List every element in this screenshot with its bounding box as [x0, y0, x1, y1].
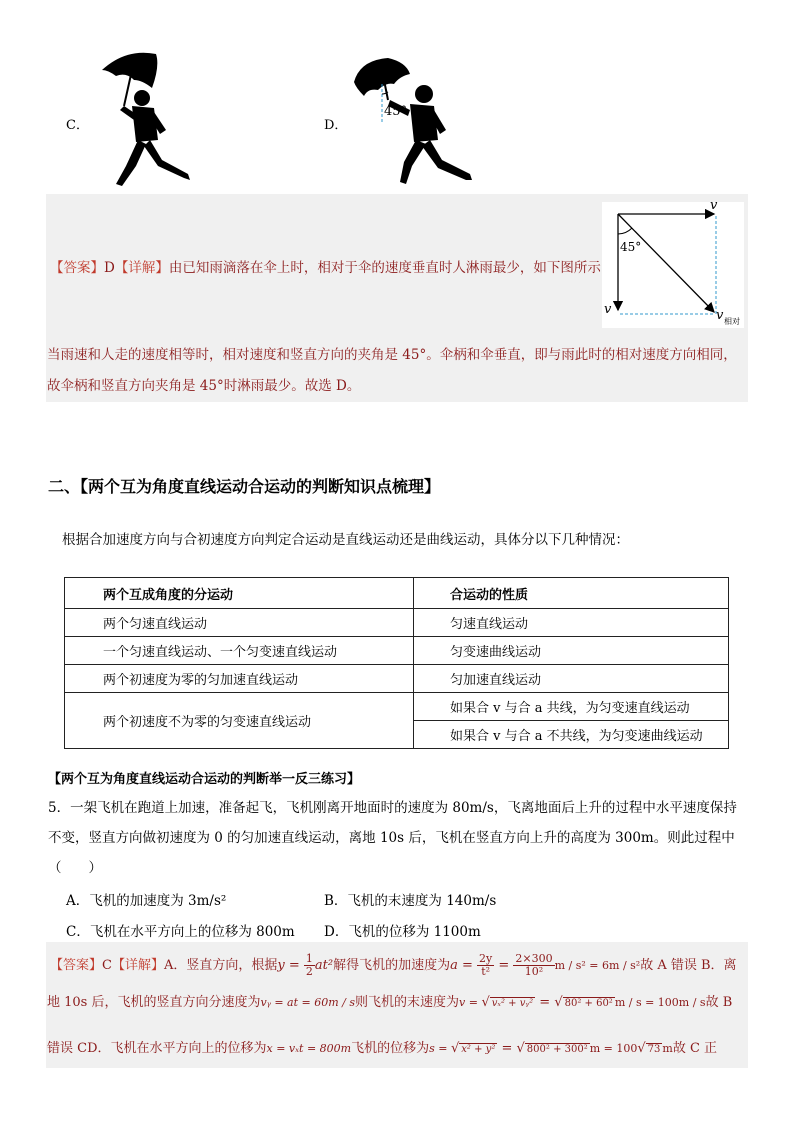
fraction [304, 953, 315, 978]
table-row [65, 609, 729, 637]
diagram-v-rel-sub: 相对 [724, 317, 740, 326]
umbrella-runner-d-figure [348, 54, 478, 190]
option-c-label: C． [66, 118, 89, 133]
formula-v-radicand: vₓ² + vᵧ² [491, 998, 534, 1009]
formula-eq: = [494, 958, 514, 973]
formula-s: s = [429, 1042, 451, 1055]
answer-2-text: A．竖直方向，根据 [163, 958, 278, 973]
fraction-num: 1 [305, 952, 313, 965]
fraction-num: 2y [479, 952, 493, 965]
table-row [65, 637, 729, 665]
table-header-row [65, 578, 729, 609]
answer-1-line-1 [50, 259, 601, 277]
formula-s-radicand-2: 800² + 300² [526, 1044, 588, 1055]
motion-table [64, 577, 729, 749]
table-cell: 两个初速度为零的匀加速直线运动 [65, 665, 414, 693]
table-row [65, 693, 729, 721]
table-cell: 两个匀速直线运动 [65, 609, 414, 637]
fraction-den: t² [481, 965, 491, 978]
answer-2-text: 故 A 错误 B．离 [640, 958, 737, 973]
formula-x: x = vₓt = 800m [266, 1042, 352, 1055]
formula-v: v = [459, 996, 482, 1009]
formula-eq: = [497, 1041, 517, 1056]
fraction [513, 953, 554, 978]
option-c: C．飞机在水平方向上的位移为 800m [66, 924, 295, 940]
diagram-v-top: v [710, 198, 718, 213]
velocity-diagram [602, 198, 744, 328]
section-2-intro: 根据合加速度方向与合初速度方向判定合运动是直线运动还是曲线运动，具体分以下几种情况： [62, 532, 629, 548]
table-cell: 匀变速曲线运动 [414, 637, 729, 665]
table-row [65, 665, 729, 693]
formula-a: a = [450, 958, 478, 973]
angle-45-label: 45° [384, 104, 408, 119]
answer-value: D [104, 260, 115, 276]
practice-heading: 【两个互为角度直线运动合运动的判断举一反三练习】 [48, 772, 361, 787]
table-cell: 一个匀速直线运动、一个匀变速直线运动 [65, 637, 414, 665]
formula-eq: = [535, 995, 555, 1010]
answer-2-text: 飞机的位移为 [351, 1041, 430, 1056]
option-b: B．飞机的末速度为 140m/s [324, 893, 497, 909]
table-cell: 两个初速度不为零的匀变速直线运动 [65, 693, 414, 749]
formula-s-unit: m [662, 1042, 673, 1055]
detail-tag: 【详解】 [111, 958, 164, 973]
answer-tag: 【答案】 [50, 958, 103, 973]
question-5-line-1: 5．一架飞机在跑道上加速，准备起飞，飞机刚离开地面时的速度为 80m/s，飞离地面后上升的过程中水平速度保持 [48, 800, 737, 816]
option-d: D．飞机的位移为 1100m [324, 924, 481, 940]
answer-2-text: 地 10s 后，飞机的竖直方向分速度为 [47, 995, 261, 1010]
formula-y: y = [277, 958, 304, 973]
table-cell: 如果合 v 与合 a 不共线，为匀变速曲线运动 [414, 721, 729, 749]
detail-tag: 【详解】 [114, 260, 169, 276]
formula-v-radicand-2: 80² + 60² [564, 998, 613, 1009]
section-2-heading: 二、【两个互为角度直线运动合运动的判断知识点梳理】 [48, 477, 441, 496]
option-a: A．飞机的加速度为 3m/s² [66, 893, 227, 909]
diagram-v-left: v [604, 302, 612, 317]
answer-2-line-2: 地 10s 后，飞机的竖直方向分速度为vᵧ = at = 60m / s则飞机的末速度为v = √ vₓ² + vᵧ² = √ 80² + 60² m / s = 100m / s故 B [47, 995, 733, 1010]
answer-2-text: 错误 CD．飞机在水平方向上的位移为 [47, 1041, 267, 1056]
answer-tag: 【答案】 [50, 260, 104, 276]
answer-1-line-3: 故伞柄和竖直方向夹角是 45°时淋雨最少。故选 D。 [47, 378, 361, 394]
formula-vy: vᵧ = at = 60m / s [260, 996, 356, 1009]
answer-value: C [102, 958, 112, 973]
formula-v-result: m / s = 100m / s [614, 996, 706, 1009]
answer-2-text: 故 C 正 [672, 1041, 718, 1056]
formula-s-radicand-3: 73 [647, 1044, 661, 1055]
answer-2-line-1 [50, 950, 737, 982]
question-5-line-2: 不变，竖直方向做初速度为 0 的匀加速直线运动，离地 10s 后，飞机在竖直方向上升的高度为 300m。则此过程中 [48, 830, 735, 846]
formula-a-result: m / s² = 6m / s² [554, 959, 641, 972]
answer-1-text-1: 由已知雨滴落在伞上时，相对于伞的速度垂直时人淋雨最少，如下图所示 [168, 260, 601, 276]
diagram-angle: 45° [620, 240, 642, 254]
answer-2-text: 故 B [705, 995, 733, 1010]
fraction-num: 2×300 [515, 952, 553, 965]
table-cell: 匀加速直线运动 [414, 665, 729, 693]
answer-2-text: 解得飞机的加速度为 [333, 958, 451, 973]
formula-s-result: m = 100 [589, 1042, 638, 1055]
fraction-den: 2 [305, 965, 313, 978]
formula-at2: at² [314, 958, 334, 973]
table-cell: 如果合 v 与合 a 共线，为匀变速直线运动 [414, 693, 729, 721]
diagram-v-rel: v [716, 308, 724, 323]
fraction [477, 953, 494, 978]
answer-1-line-2: 当雨速和人走的速度相等时，相对速度和竖直方向的夹角是 45°。伞柄和伞垂直，即与雨此时的相对速度方向相同， [47, 347, 737, 363]
table-header-cell: 两个互成角度的分运动 [65, 578, 414, 609]
option-d-label: D． [324, 118, 348, 133]
table-header-cell: 合运动的性质 [414, 578, 729, 609]
question-5-line-3: （ ） [48, 860, 102, 876]
answer-2-text: 则飞机的末速度为 [355, 995, 460, 1010]
formula-s-radicand: x² + y² [461, 1044, 496, 1055]
umbrella-runner-c-figure [96, 48, 206, 190]
fraction-den: 10² [524, 965, 544, 978]
table-cell: 匀速直线运动 [414, 609, 729, 637]
answer-2-line-3: 错误 CD．飞机在水平方向上的位移为x = vₓt = 800m飞机的位移为s = √ x² + y² = √ 800² + 300² m = 100√ 73 m故 C 正 [47, 1041, 718, 1056]
